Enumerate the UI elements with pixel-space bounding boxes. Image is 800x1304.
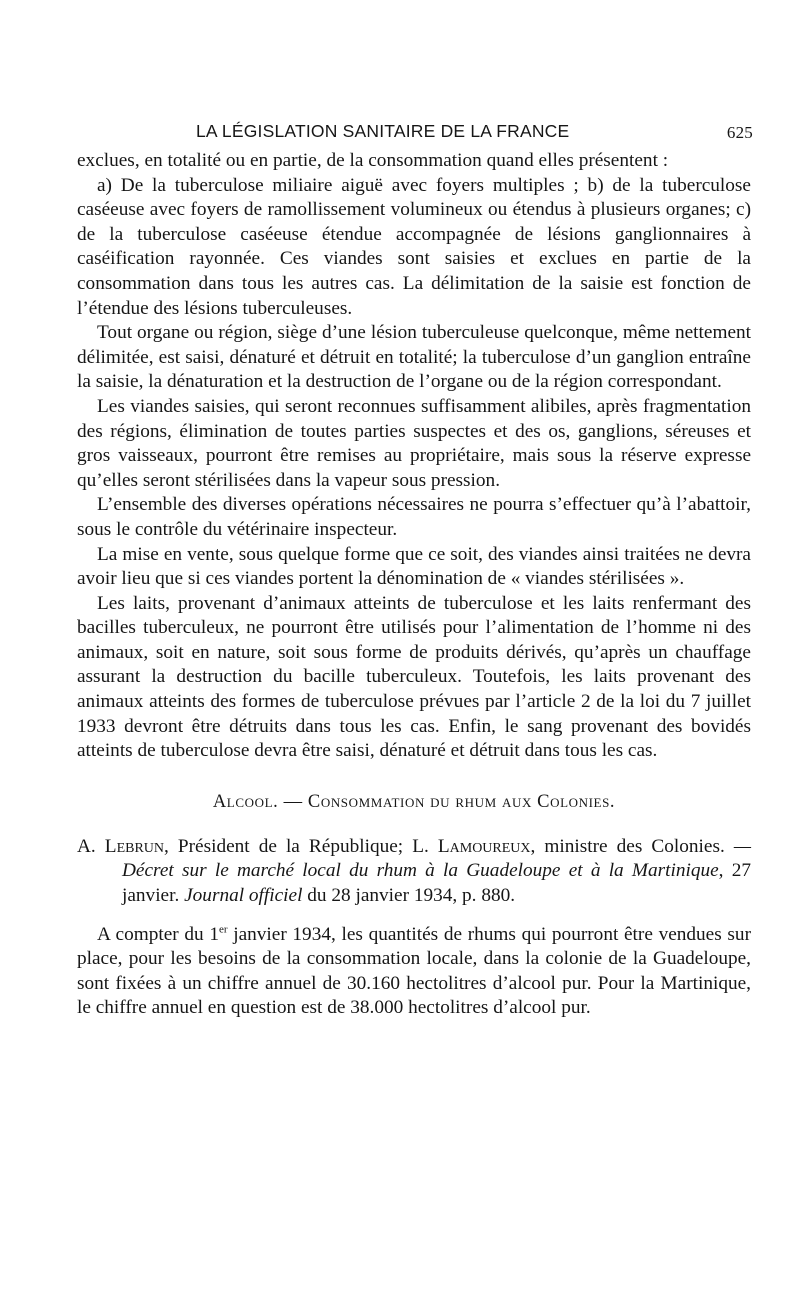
- running-title: LA LÉGISLATION SANITAIRE DE LA FRANCE: [196, 121, 570, 141]
- decree-title: — Décret sur le marché local du rhum à la Guadeloupe et à la Martinique: [122, 835, 751, 882]
- paragraph-5: L’ensemble des diverses opérations nécessaires ne pourra s’effectuer qu’à l’abattoir, sous le contrôle du vétérinaire inspecteur.: [77, 494, 751, 540]
- final-paragraph: [77, 923, 751, 1021]
- page: [77, 115, 751, 1021]
- minister-name: Lamoureux: [437, 835, 531, 857]
- decree-citation: [77, 835, 751, 909]
- final-text-start: A compter du 1: [97, 923, 219, 945]
- running-head: [77, 115, 751, 149]
- paragraph-4: Les viandes saisies, qui seront reconnues suffisamment alibiles, après fragmentation des régions, élimination de toutes parties suspectes et des os, ganglions, séreuses et gros vaisseaux, pourront être remises au propriétaire, mais sous la réserve expresse qu’elles seront stérilisées dans la vapeur sous pression.: [77, 395, 751, 491]
- journal-name: Journal officiel: [184, 885, 303, 907]
- final-text-rest: janvier 1934, les quantités de rhums qui pourront être vendues sur place, pour les besoins de la consommation locale, dans la colonie de la Guadeloupe, sont fixées à un chiffre annuel de 30.160 hectolitres d’alcool pur. Pour la Martinique, le chiffre annuel en question est de 38.000 hectolitres d’alcool pur.: [77, 923, 751, 1019]
- page-number: 625: [726, 123, 753, 142]
- journal-ref: du 28 janvier 1934, p. 880.: [302, 885, 516, 907]
- minister-role: , ministre des Colonies.: [530, 835, 725, 857]
- paragraph-2: a) De la tuberculose miliaire aiguë avec foyers multiples ; b) de la tuberculose caséeuse avec foyers de ramollissement volumineux ou étendus à plusieurs organes; c) de la tuberculose caséeuse étendue accompagnée de lésions ganglionnaires à caséification rayonnée. Ces viandes sont saisies et exclues en partie de la consommation dans tous les autres cas. La délimitation de la saisie est fonction de l’étendue des lésions tuberculeuses.: [77, 174, 751, 319]
- decree-date: , 27 janvier.: [122, 860, 751, 907]
- decree-line-start: A.: [77, 835, 105, 857]
- decree-block: [77, 835, 751, 909]
- paragraph-3: Tout organe ou région, siège d’une lésion tuberculeuse quelconque, même nettement délimitée, est saisi, dénaturé et détruit en totalité; la tuberculose d’un ganglion entraîne la saisie, la dénaturation et la destruction de l’organe ou de la région correspondant.: [77, 322, 751, 393]
- ordinal-superscript: er: [218, 923, 228, 936]
- paragraph-6: La mise en vente, sous quelque forme que ce soit, des viandes ainsi traitées ne devra avoir lieu que si ces viandes portent la dénomination de « viandes stérilisées ».: [77, 543, 751, 590]
- president-role: , Président de la République; L.: [164, 835, 438, 857]
- president-name: Lebrun: [104, 835, 165, 857]
- section-title: Alcool. — Consommation du rhum aux Colonies.: [212, 791, 616, 812]
- paragraph-1: exclues, en totalité ou en partie, de la consommation quand elles présentent :: [77, 150, 669, 171]
- paragraph-7: Les laits, provenant d’animaux atteints de tuberculose et les laits renfermant des bacilles tuberculeux, ne pourront être utilisés pour l’alimentation de l’homme ni des animaux, soit en nature, soit sous forme de produits dérivés, qu’après un chauffage assurant la destruction du bacille tuberculeux. Toutefois, les laits provenant des animaux atteints des formes de tuberculose prévues par l’article 2 de la loi du 7 juillet 1933 devront être détruits dans tous les cas. Enfin, le sang provenant des bovidés atteints de tuberculose devra être saisi, dénaturé et détruit dans tous les cas.: [77, 592, 751, 762]
